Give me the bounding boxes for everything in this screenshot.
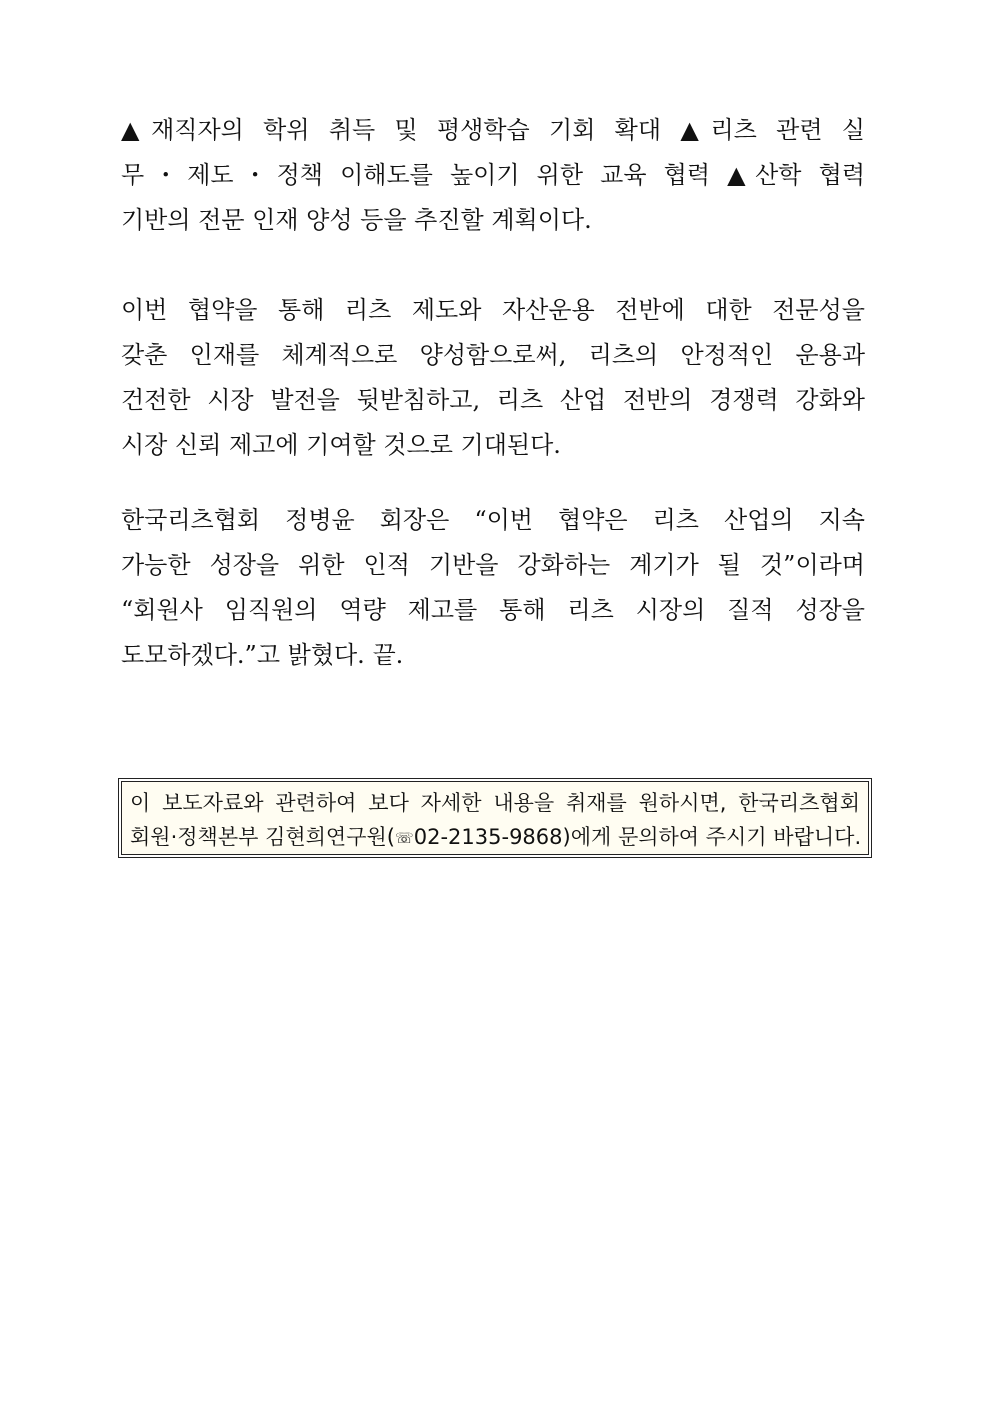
paragraph-line: 한국리츠협회 정병윤 회장은 “이번 협약은 리츠 산업의 지속 bbox=[121, 506, 865, 534]
paragraph-line: 갖춘 인재를 체계적으로 양성함으로써, 리츠의 안정적인 운용과 bbox=[121, 341, 865, 369]
paragraph-line: 시장 신뢰 제고에 기여할 것으로 기대된다. bbox=[121, 431, 561, 459]
paragraph-line: 가능한 성장을 위한 인적 기반을 강화하는 계기가 될 것”이라며 bbox=[121, 551, 865, 579]
phone-icon: ☏ bbox=[394, 829, 414, 847]
contact-notice-inner bbox=[121, 781, 869, 855]
notice-contact-prefix: 회원·정책본부 김현희연구원( bbox=[130, 825, 395, 849]
paragraph-line: 기반의 전문 인재 양성 등을 추진할 계획이다. bbox=[121, 206, 592, 234]
paragraph-quote bbox=[121, 498, 865, 678]
contact-notice-box bbox=[118, 778, 872, 858]
paragraph-line: 건전한 시장 발전을 뒷받침하고, 리츠 산업 전반의 경쟁력 강화와 bbox=[121, 386, 865, 414]
notice-contact-suffix: 02-2135-9868)에게 문의하여 주시기 바랍니다. bbox=[413, 825, 862, 849]
paragraph-line: “회원사 임직원의 역량 제고를 통해 리츠 시장의 질적 성장을 bbox=[121, 596, 865, 624]
paragraph-line: ▲재직자의 학위 취득 및 평생학습 기회 확대 ▲리츠 관련 실 bbox=[121, 116, 865, 144]
paragraph-expectation bbox=[121, 288, 865, 468]
paragraph-line: 무・제도・정책 이해도를 높이기 위한 교육 협력 ▲산학 협력 bbox=[121, 161, 865, 189]
notice-line: 이 보도자료와 관련하여 보다 자세한 내용을 취재를 원하시면, 한국리츠협회 bbox=[130, 791, 860, 815]
notice-line-contact bbox=[130, 820, 860, 854]
paragraph-line: 도모하겠다.”고 밝혔다. 끝. bbox=[121, 641, 404, 669]
paragraph-line: 이번 협약을 통해 리츠 제도와 자산운용 전반에 대한 전문성을 bbox=[121, 296, 865, 324]
paragraph-plan bbox=[121, 108, 865, 243]
